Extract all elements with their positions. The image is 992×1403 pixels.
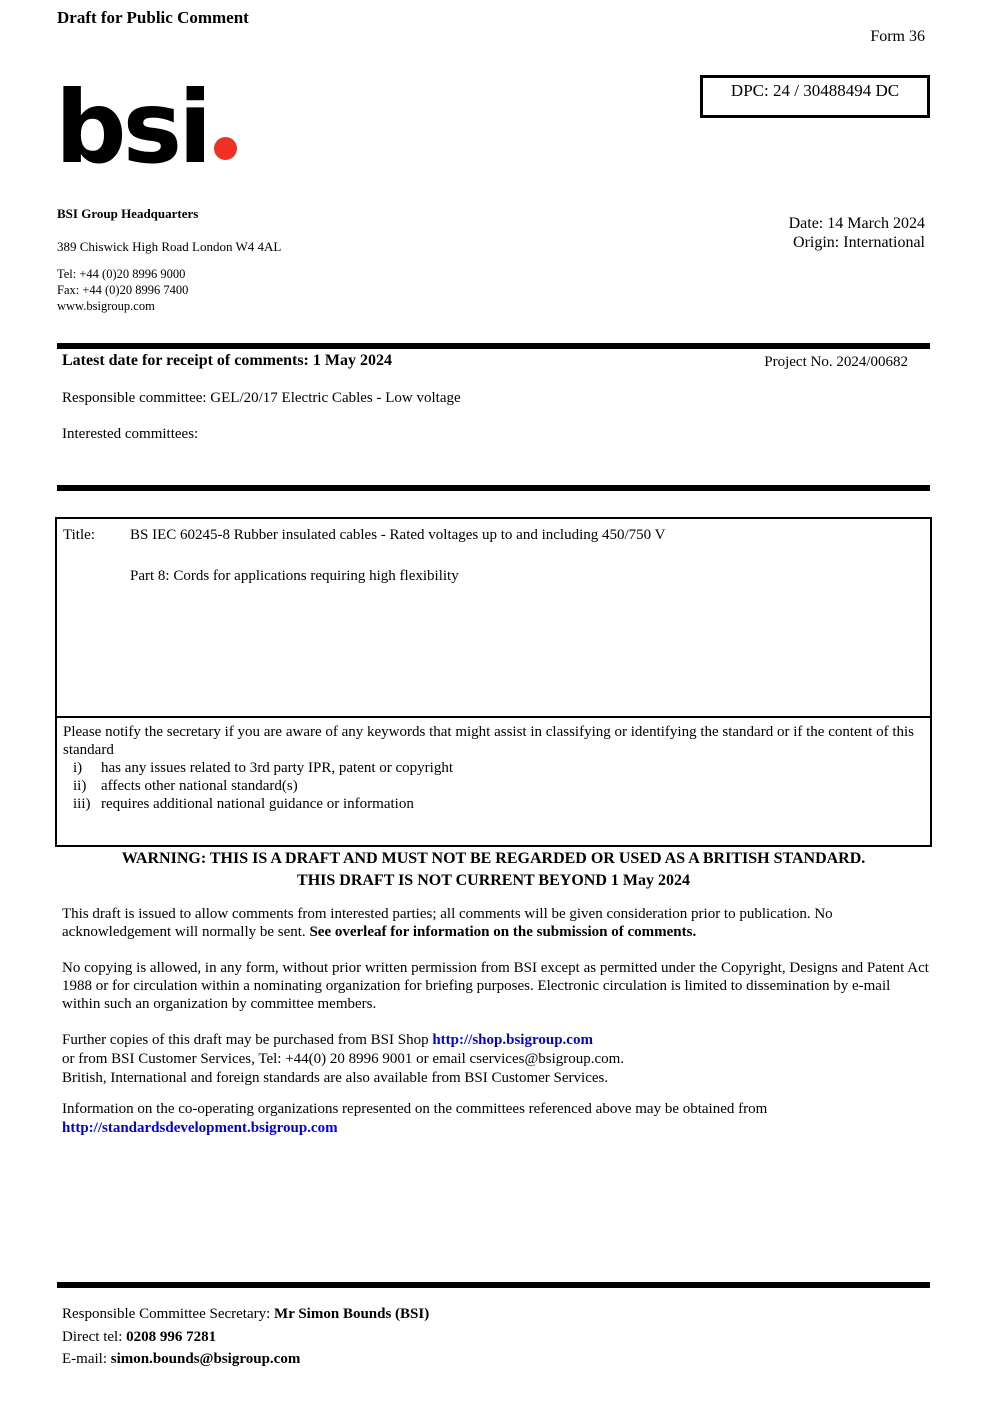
- secretary-contact-block: [62, 1303, 429, 1371]
- para1-bold-text: See overleaf for information on the submission of comments.: [309, 924, 697, 940]
- email-line: [62, 1348, 429, 1371]
- hq-tel: Tel: +44 (0)20 8996 9000: [57, 267, 186, 281]
- hq-title: BSI Group Headquarters: [57, 206, 199, 221]
- standard-part-title: Part 8: Cords for applications requiring high flexibility: [130, 568, 459, 584]
- standard-title: BS IEC 60245-8 Rubber insulated cables - Rated voltages up to and including 450/750 V: [130, 527, 666, 543]
- keywords-item-number: i): [73, 760, 83, 776]
- no-copying-paragraph: No copying is allowed, in any form, without prior written permission from BSI except as permitted under the Copyright, Designs and Patent Act 1988 or for circulation within a nominating organization for briefing purposes. Electronic circulation is limited to dissemination by e-mail within such an organization by committee members.: [62, 960, 929, 1012]
- title-label: Title:: [63, 527, 95, 543]
- keywords-item: [73, 777, 922, 795]
- secretary-line: [62, 1303, 429, 1326]
- keywords-item-text: has any issues related to 3rd party IPR, patent or copyright: [101, 760, 454, 776]
- title-content: [130, 527, 924, 716]
- standards-development-link[interactable]: http://standardsdevelopment.bsigroup.com: [62, 1120, 338, 1136]
- project-number: Project No. 2024/00682: [764, 354, 908, 370]
- cooperating-orgs-paragraph: [62, 1100, 930, 1138]
- horizontal-rule-top: [57, 343, 930, 349]
- keywords-item-number: ii): [73, 778, 87, 794]
- keywords-item-text: affects other national standard(s): [101, 778, 298, 794]
- cooperating-orgs-line-1: Information on the co-operating organizations represented on the committees referenced above may be obtained from: [62, 1101, 768, 1117]
- purchase-line-2: or from BSI Customer Services, Tel: +44(0) 20 8996 9001 or email cservices@bsigroup.com.: [62, 1051, 625, 1067]
- draft-warning: [57, 848, 930, 892]
- hq-fax: Fax: +44 (0)20 8996 7400: [57, 283, 189, 297]
- direct-tel-label: Direct tel:: [62, 1328, 127, 1345]
- secretary-label: Responsible Committee Secretary:: [62, 1306, 275, 1322]
- purchase-info-paragraph: [62, 1031, 930, 1088]
- keywords-notice-cell: [57, 716, 930, 845]
- bsi-logo: [55, 69, 237, 186]
- origin-line: Origin: International: [793, 234, 925, 251]
- horizontal-rule-bottom: [57, 1282, 930, 1288]
- keywords-intro: Please notify the secretary if you are aware of any keywords that might assist in classifying or identifying the standard or if the content of this standard: [63, 724, 915, 758]
- keywords-item: [73, 759, 922, 777]
- keywords-item-number: iii): [73, 796, 91, 812]
- purchase-line-1: [62, 1031, 930, 1050]
- email-label: E-mail:: [62, 1351, 111, 1367]
- email-value: simon.bounds@bsigroup.com: [110, 1351, 301, 1367]
- secretary-name: Mr Simon Bounds (BSI): [274, 1306, 430, 1322]
- latest-date-for-comments: Latest date for receipt of comments: 1 May 2024: [62, 352, 392, 369]
- comments-consideration-paragraph: [62, 905, 930, 941]
- purchase-prefix: Further copies of this draft may be purchased from BSI Shop: [62, 1032, 433, 1048]
- dpc-number-box: [700, 75, 930, 118]
- para1-text: This draft is issued to allow comments from interested parties; all comments will be given consideration prior to publication. No acknowledgement will normally be sent.: [62, 906, 833, 940]
- form-number: Form 36: [870, 28, 925, 45]
- title-and-keywords-box: [55, 517, 932, 847]
- date-origin-block: [789, 214, 925, 252]
- direct-tel-value: 0208 996 7281: [126, 1328, 217, 1345]
- direct-tel-line: [62, 1326, 429, 1349]
- title-cell: [57, 519, 930, 716]
- interested-committees: Interested committees:: [62, 426, 199, 442]
- keywords-item: [73, 795, 922, 813]
- draft-for-public-comment-label: Draft for Public Comment: [57, 8, 249, 27]
- bsi-logo-red-dot-icon: [214, 137, 237, 160]
- keywords-item-text: requires additional national guidance or information: [101, 796, 414, 812]
- horizontal-rule-middle: [57, 485, 930, 491]
- responsible-committee: Responsible committee: GEL/20/17 Electric Cables - Low voltage: [62, 390, 461, 406]
- bsi-logo-text: bsi: [55, 69, 209, 186]
- hq-website: www.bsigroup.com: [57, 299, 155, 313]
- warning-line-1: WARNING: THIS IS A DRAFT AND MUST NOT BE REGARDED OR USED AS A BRITISH STANDARD.: [121, 850, 866, 867]
- dpc-number: DPC: 24 / 30488494 DC: [730, 81, 900, 100]
- hq-address: 389 Chiswick High Road London W4 4AL: [57, 239, 282, 254]
- warning-line-2: THIS DRAFT IS NOT CURRENT BEYOND 1 May 2024: [297, 872, 690, 889]
- bsi-shop-link[interactable]: http://shop.bsigroup.com: [432, 1032, 593, 1048]
- purchase-line-3: British, International and foreign standards are also available from BSI Customer Services.: [62, 1070, 609, 1086]
- date-line: Date: 14 March 2024: [788, 215, 925, 232]
